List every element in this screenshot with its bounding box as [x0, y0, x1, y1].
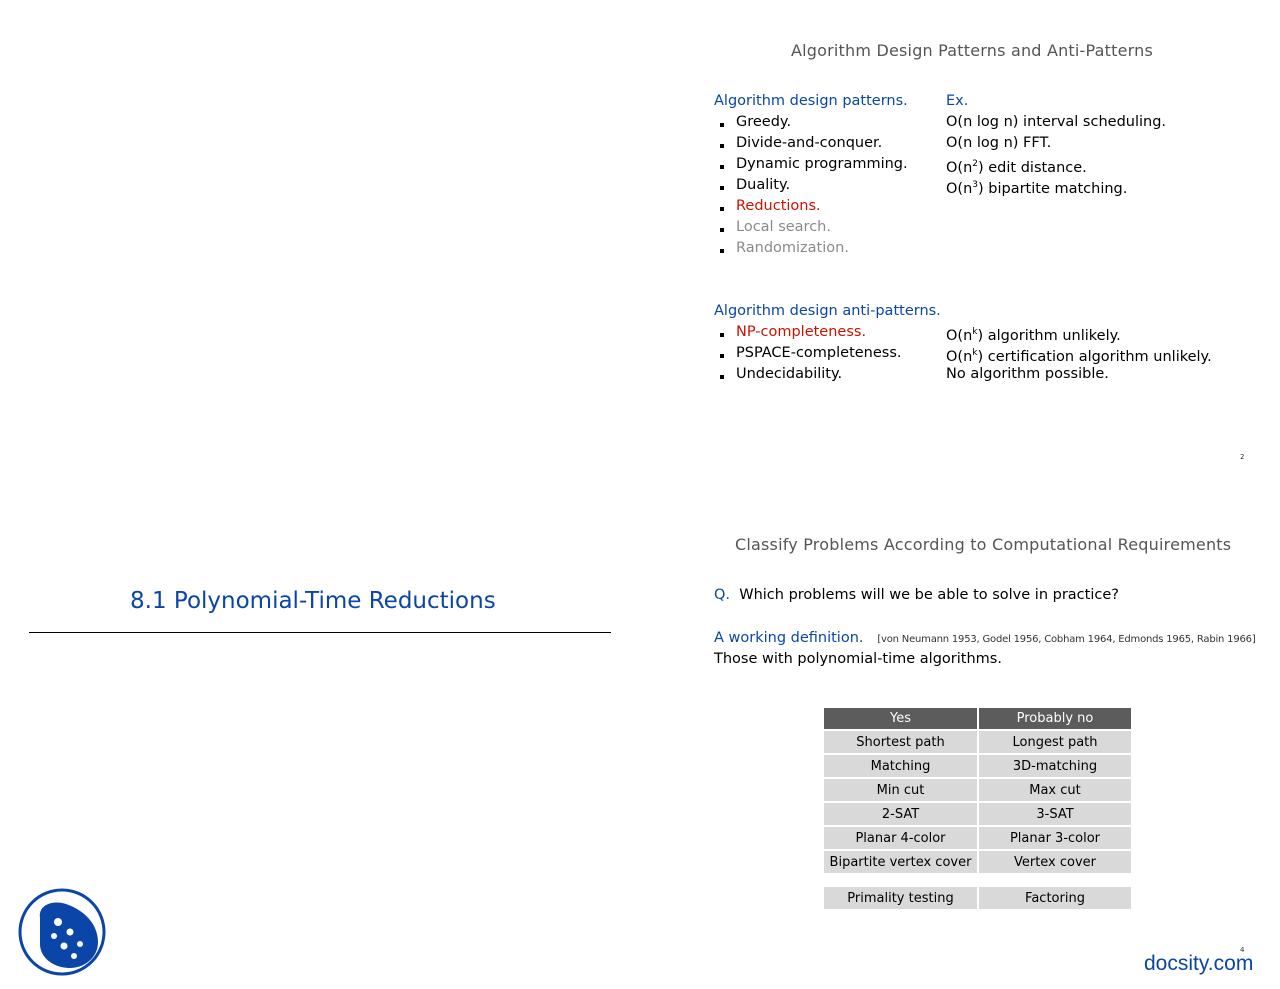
page-number: 2: [1240, 453, 1245, 461]
table-spacer: [824, 875, 1131, 885]
pattern-item: Local search.: [714, 217, 908, 238]
question-label: Q.: [714, 587, 731, 603]
anti-pattern-item: Undecidability.: [714, 364, 902, 385]
question-line: [714, 585, 1119, 606]
definition-label: A working definition.: [714, 630, 864, 646]
examples-heading: Ex.: [946, 93, 969, 109]
cell-probably-no: Longest path: [979, 731, 1131, 753]
anti-patterns-heading: Algorithm design anti-patterns.: [714, 303, 941, 319]
example-item: [946, 154, 1166, 175]
pattern-item: Dynamic programming.: [714, 154, 908, 175]
example-text: O(n: [946, 348, 973, 365]
table-row: [824, 779, 1131, 801]
problems-table-wrap: [822, 706, 1133, 911]
example-text: O(n log n) FFT.: [946, 135, 1052, 151]
pattern-item: Reductions.: [714, 196, 908, 217]
example-item: [946, 175, 1166, 196]
example-exponent: k: [972, 348, 978, 358]
example-exponent: 3: [972, 180, 978, 190]
cell-yes: Primality testing: [824, 887, 977, 909]
pattern-item: Duality.: [714, 175, 908, 196]
cell-probably-no: Planar 3-color: [979, 827, 1131, 849]
table-row: [824, 755, 1131, 777]
anti-pattern-item: NP-completeness.: [714, 322, 902, 343]
example-text: ) bipartite matching.: [978, 180, 1128, 197]
table-header-probably-no: Probably no: [979, 708, 1131, 729]
definition-line: [714, 628, 1256, 650]
page-number: 4: [1240, 946, 1245, 954]
slide-title-patterns: Algorithm Design Patterns and Anti-Patterns: [791, 41, 1154, 60]
table-row: [824, 827, 1131, 849]
anti-patterns-list: [714, 322, 902, 385]
pattern-item: Divide-and-conquer.: [714, 133, 908, 154]
example-text: O(n log n) interval scheduling.: [946, 114, 1167, 130]
anti-example-item: [946, 343, 1212, 364]
cell-yes: Matching: [824, 755, 977, 777]
example-text: O(n: [946, 180, 973, 197]
example-text: O(n: [946, 159, 973, 176]
anti-examples-list: [946, 322, 1212, 385]
question-text: Which problems will we be able to solve in practice?: [739, 587, 1119, 603]
cell-probably-no: 3-SAT: [979, 803, 1131, 825]
cell-yes: 2-SAT: [824, 803, 977, 825]
definition-text: Those with polynomial-time algorithms.: [714, 651, 1002, 667]
patterns-heading: Algorithm design patterns.: [714, 93, 908, 109]
example-text: O(n: [946, 327, 973, 344]
examples-list: [946, 112, 1166, 196]
cell-yes: Planar 4-color: [824, 827, 977, 849]
example-exponent: k: [972, 327, 978, 337]
table-row: [824, 803, 1131, 825]
slide-title-classify: Classify Problems According to Computational Requirements: [735, 535, 1232, 554]
pattern-item: Randomization.: [714, 238, 908, 259]
table-row: [824, 887, 1131, 909]
definition-references: [von Neumann 1953, Godel 1956, Cobham 1964, Edmonds 1965, Rabin 1966]: [877, 634, 1256, 645]
section-title: 8.1 Polynomial-Time Reductions: [130, 588, 496, 614]
anti-pattern-item: PSPACE-completeness.: [714, 343, 902, 364]
anti-example-item: [946, 322, 1212, 343]
docsity-watermark: docsity.com: [1144, 952, 1254, 975]
example-item: [946, 112, 1166, 133]
example-text: ) edit distance.: [978, 159, 1087, 176]
cell-probably-no: Factoring: [979, 887, 1131, 909]
pattern-item: Greedy.: [714, 112, 908, 133]
table-row: [824, 731, 1131, 753]
section-rule: [29, 632, 611, 633]
cell-yes: Min cut: [824, 779, 977, 801]
docsity-logo-icon: [18, 888, 106, 976]
cell-probably-no: 3D-matching: [979, 755, 1131, 777]
problems-table: [822, 706, 1133, 911]
table-row: [824, 851, 1131, 873]
table-header-yes: Yes: [824, 708, 977, 729]
example-exponent: 2: [972, 159, 978, 169]
cell-yes: Bipartite vertex cover: [824, 851, 977, 873]
example-item: [946, 133, 1166, 154]
example-text: ) algorithm unlikely.: [977, 327, 1121, 344]
cell-probably-no: Max cut: [979, 779, 1131, 801]
example-text: No algorithm possible.: [946, 366, 1109, 382]
cell-yes: Shortest path: [824, 731, 977, 753]
anti-example-item: [946, 364, 1212, 385]
patterns-list: [714, 112, 908, 259]
cell-probably-no: Vertex cover: [979, 851, 1131, 873]
example-text: ) certification algorithm unlikely.: [977, 348, 1212, 365]
